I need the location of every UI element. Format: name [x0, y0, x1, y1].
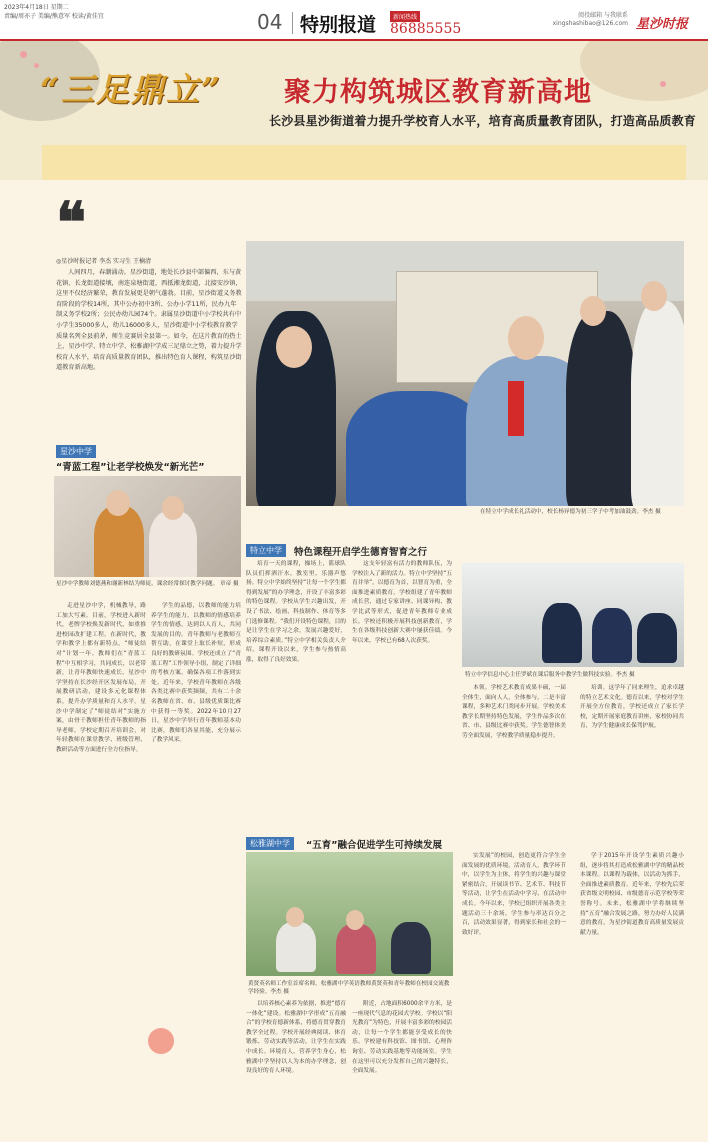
xingsha-photo-caption: 星沙中学教师刘德燕和谢新林结为师徒，课余经常探讨教学问题。 章帝 摄 — [56, 581, 239, 587]
section-tag-teli: 特立中学 — [246, 544, 286, 557]
headline-lead: “三足鼎立” — [40, 70, 222, 109]
headline-sub: 长沙县星沙街道着力提升学校育人水平，培育高质量教育团队，打造高品质教育 — [269, 114, 697, 128]
quote-mark-icon: ❝ — [56, 190, 87, 256]
photo-person — [149, 511, 197, 577]
section-tag-songyahu: 松雅湖中学 — [246, 837, 294, 850]
photo-person — [391, 922, 431, 974]
songyahu-body-col3: 实发展”的校园，创造更符合学生全面发展的优质环境。活动育人，教学环节中，以学生为主体，将学生的兴趣与课堂紧密结合，开展读书节、艺术节、科技节等活动，让学生在活动中学习、在活动中成长。今年以来，学校已组织开展各类主题活动三十余场，学生参与率达百分之百，活动效果显著，得到家长和社会的一致好评。 — [462, 853, 566, 936]
main-photo — [246, 241, 684, 506]
xingsha-body-col1: 走进星沙中学，机械教导，路工加大写素。目前，学校进入新时代，老牌学校焕发新时代，如重推进校园改扩建工程。在新时代，教学和教学上都有新特点。“师徒结对”计划一年。教师们在“青蓝工程”中互相学习，共同成长，以老带新，让青年教师快速成长。星沙中学坚持在长沙经开区发展布局，开展教研活动，建设多元化课程体系，提升办学质量和育人水平。星沙中学制定了“师徒结对”实施方案，由骨干教师担任青年教师的指导老师，学校定期召开培训会，对年轻教师在课堂教学、班级管理、教研活动等方面进行全方位指导。 — [56, 603, 146, 753]
teli-body-col1: 培育一天的课程，操场上，篮球队队员们挥洒汗水，教室里，乐器声悠扬。特立中学始终坚持“让每一个学生都得到发展”的办学理念，开设了丰富多彩的特色课程。学校从学生兴趣出发，开设了书法、绘画、科技制作、体育等多门选修课程。“我们开设特色课程，目的是让学生在学习之余，发展兴趣爱好，培养综合素质。”特立中学相关负责人介绍，课程开设以来，学生参与热情高涨，取得了良好效果。 — [246, 561, 346, 663]
contact-line: 阅投邮箱 与我联系 — [578, 12, 628, 19]
photo-person — [580, 296, 606, 326]
page-number: 04 — [257, 10, 283, 34]
teli-photo — [462, 563, 684, 667]
hotline-label: 新闻热线 — [390, 11, 420, 22]
editors-line: 责编/周亦子 美编/熊意军 校读/黄佳宜 — [4, 13, 104, 20]
photo-person — [592, 608, 632, 663]
flag-icon — [508, 381, 524, 436]
photo-person — [276, 326, 312, 368]
section-title: 特别报道 — [300, 14, 377, 36]
masthead-date — [4, 3, 144, 21]
section-tag-xingsha: 星沙中学 — [56, 445, 96, 458]
issue-date: 2023年4月18日 星期二 — [4, 4, 69, 11]
photo-person — [566, 311, 636, 506]
songyahu-photo-caption: 黄贤英名师工作室首席名师，松雅湖中学英语教师黄贤英和青年教师在校园交流教学经验。李杰 摄 — [248, 981, 450, 995]
photo-person — [106, 490, 130, 516]
section-title-songyahu: “五育”融合促进学生可持续发展 — [306, 840, 442, 851]
photo-person — [346, 910, 364, 930]
songyahu-body-col4: 学于2015年开设学生素质兴趣小组，逐步将其打造成松雅湖中学的精品校本课程。以课程为载体，以活动为抓手，全面推进素质教育。近年来，学校先后荣获省级文明校园、市级德育示范学校等荣誉称号。未来，松雅湖中学将继续坚持“五育”融合发展之路，努力办好人民满意的教育，为星沙街道教育高质量发展贡献力量。 — [580, 853, 684, 936]
main-photo-caption: 在特立中学成长礼活动中，校长杨异德为初三学子中考加油鼓劲。李杰 摄 — [480, 509, 661, 515]
photo-person — [94, 506, 144, 577]
blossom-icon — [34, 63, 39, 68]
hotline-number: 86885555 — [390, 21, 462, 37]
songyahu-body-col1: 以培养核心素养为依据，推进“德育一体化”建设。松雅湖中学形成“五育融合”的学校育德新体系，将德育贯穿教育教学全过程。学校开展经典阅读、体育锻炼、劳动实践等活动，让学生在实践中成长。环境育人，营养学生身心，松雅湖中学坚持以人为本的办学理念，创设良好的育人环境。 — [246, 1001, 346, 1075]
byline: ◎星沙时报记者 李杰 实习生 王楠清 — [56, 258, 151, 265]
photo-person — [286, 907, 304, 927]
songyahu-photo — [246, 852, 453, 976]
blossom-icon — [20, 51, 27, 58]
contact-email: xingshashibao@126.com — [552, 20, 628, 27]
photo-person — [346, 391, 486, 506]
divider — [292, 12, 293, 34]
photo-person — [336, 924, 376, 974]
contact-info — [548, 12, 628, 28]
teli-body-col3: 本领。学校艺术教育成果丰硕，一届全体生，面向人人，全体参与，二是丰富课程，多种艺术门类同步开展。学校美术教学长期坚持特色发展，学生作品多次在省、市、县级比赛中获奖。学生德智体美劳全面发展，学校教学质量稳步提升。 — [462, 685, 566, 739]
hero-band — [42, 145, 686, 180]
photo-person — [162, 496, 184, 520]
photo-person — [637, 613, 677, 663]
teli-photo-caption: 特立中学信息中心主任罗斌在课后服务中教学生做科技实验。李杰 摄 — [465, 672, 635, 678]
photo-person — [542, 603, 582, 663]
photo-person — [276, 922, 316, 972]
blossom-icon — [660, 81, 666, 87]
songyahu-body-col2: 附近，占地面积6000余平方米，是一座现代气息的花园式学校。学校以“阳光教育”为特色，开展丰富多彩的校园活动，让每一个学生都能享受成长的快乐。学校建有科技馆、图书馆、心理咨询室、劳动实践基地等功能场室。学生在这里可以充分发挥自己的兴趣特长，全面发展。 — [352, 1001, 452, 1075]
headline-main: 聚力构筑城区教育新高地 — [284, 77, 592, 108]
section-title-xingsha: “青蓝工程”让老学校焕发“新光芒” — [56, 462, 205, 473]
brand-logo: 星沙时报 — [636, 17, 689, 32]
photo-person — [631, 301, 684, 506]
xingsha-body-col2: 学生的品德，以教师的能力培养学生的能力，以教师的情感培养学生的情感，达到以人育人，共同发展的目的。青年教师与老教师互帮互助，在课堂上取长补短，形成良好的教研氛围。学校还成立了“青蓝工程”工作领导小组，制定了详细的考核方案，确保各项工作落到实处。近年来，学校青年教师在各级各类比赛中获奖频频，共有二十余名教师在省、市、县级优质课比赛中获得一等奖。2022年10月27日，星沙中学举行青年教师基本功比赛，教师们各显其能，充分展示了教学风采。 — [151, 603, 241, 744]
xingsha-photo — [54, 476, 241, 577]
flower-icon — [148, 1028, 174, 1054]
section-title-teli: 特色课程开启学生德育智育之行 — [294, 547, 428, 558]
teli-body-col4: 培训。这学年了同来理生，追求卓越的特立艺术文化。德育以来，学校对学生开展全方位教育，学校还成立了家长学校，定期开展家庭教育讲座，家校协同共育，为学生健康成长保驾护航。 — [580, 685, 684, 730]
teli-body-col2: 这支年轻富有活力的教师队伍，为学校注入了新的活力。特立中学坚持“五育并举”，以德育为首，以智育为重，全面推进素质教育。学校组建了青年教师成长营，通过专家讲座、同课异构、教学比武等形式，促进青年教师专业成长。学校还积极开展科技创新教育，学生在各级科技创新大赛中屡获佳绩。今年以来，学校已有68人次获奖。 — [352, 561, 452, 644]
ink-wash-decoration — [580, 41, 708, 101]
intro-paragraph: 人间四月，春潮涌动。星沙街道，地处长沙县中部偏西，东与黄花镇、长龙街道接壤，南连泉塘街道，西抵湘龙街道，北接安沙镇，这里不仅经济繁荣，教育发展更是朝气蓬勃。目前，星沙街道义务教育阶段的学校14所，其中公办初中3所、公办小学11所，民办九年制义务学校2所；公民办幼儿园74个。隶属星沙街道中小学校共有中小学生35000多人，幼儿16000多人，星沙街道中小学校教育教学质量名列全县前茅，师生竞赛居全县第一。如今，在这片教育的热土上，星沙中学、特立中学、松雅湖中学成三足鼎立之势，着力提升学校育人水平，培育高质量教育团队，推出特色育人课程，构筑星沙街道教育新高地。 — [56, 269, 242, 372]
photo-person — [641, 281, 667, 311]
photo-person — [508, 316, 544, 360]
